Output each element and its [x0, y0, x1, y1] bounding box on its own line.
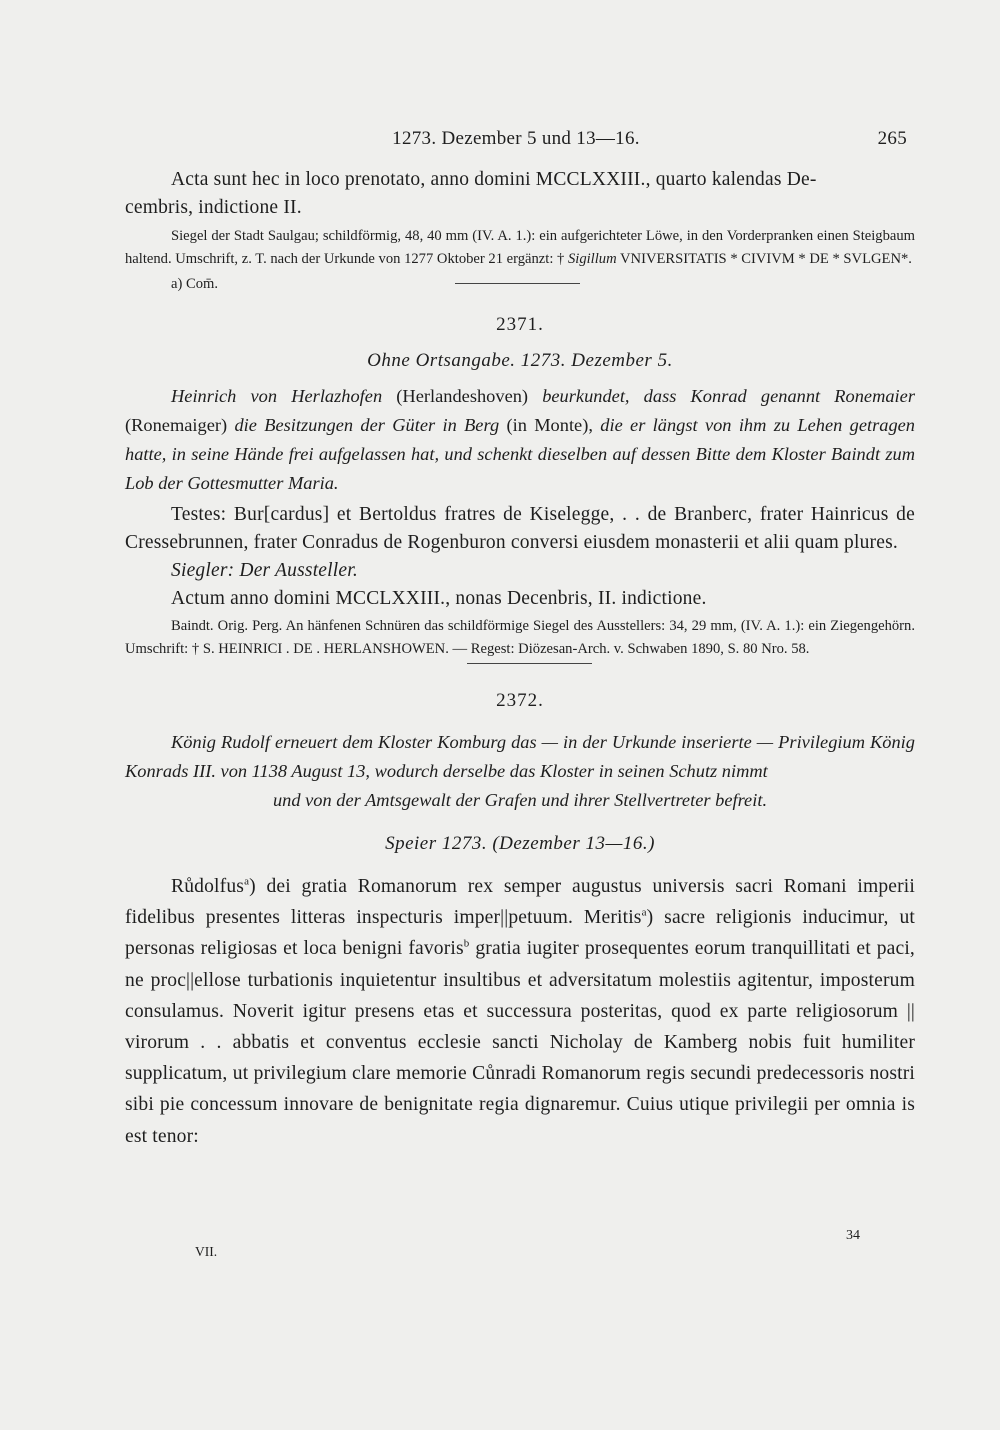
doc-number-2371: 2371. — [496, 314, 544, 335]
summary-2371-part-6: (in Monte), — [499, 415, 601, 435]
page-header — [125, 128, 907, 158]
place-date-2372: Speier 1273. (Dezember 13—16.) — [385, 833, 655, 854]
summary-2371 — [125, 382, 915, 498]
summary-2372-last: und von der Amtsgewalt der Grafen und ihrer Stellvertreter befreit. — [272, 790, 768, 810]
summary-2372: König Rudolf erneuert dem Kloster Komburg das — in der Urkunde inserierte — Privilegium König Konrads III. von 1138 August 13, wodurch derselbe das Kloster in seinen Schutz nimmt — [125, 732, 915, 781]
text-2372-b: ) dei gratia Romanorum rex semper augustus universis sacri Romani imperii fidelibus presentes litteras inspecturis imper||petuum. Meritis — [125, 876, 915, 929]
text-2372-a: Růdolfus — [171, 876, 245, 897]
seal-inscription: VNIVERSITATIS * CIVIVM * DE * SVLGEN*. — [620, 251, 912, 267]
signature-mark: VII. — [195, 1244, 218, 1259]
seal-note-text: Siegel der Stadt Saulgau; schildförmig, 48, 40 mm (IV. A. 1.): ein aufgerichteter Löwe, in den Vorderpranken einen Steigbaum haltend. Umschrift, z. T. nach der Urkunde von 1277 Oktober 21 ergänzt: † — [125, 228, 915, 267]
text-2372-d: gratia iugiter prosequentes eorum tranquillitati et paci, ne proc||ellose turbationis inquietentur insultibus et adversitatum molestiis agitentur, imposterum consulamus. Noverit igitur presens etas et successura posteritas, quod ex parte religiosorum || virorum . . abbatis et conventus ecclesie sancti Nicholay de Kamberg nobis fuit humiliter supplicatum, ut privilegium clare memorie Cůnradi Romanorum regis secundi predecessoris nostri sibi pie concessum innovare de benignitate regia dignaremur. Cuius utique privilegii per omnia is est tenor: — [125, 938, 915, 1147]
place-date-2371: Ohne Ortsangabe. 1273. Dezember 5. — [367, 350, 673, 371]
footnote: a) Com̄. — [171, 276, 219, 292]
sheet-number: 34 — [846, 1228, 860, 1243]
actum-2371: Actum anno domini MCCLXXIII., nonas Decenbris, II. indictione. — [171, 588, 707, 609]
summary-2371-part-5: die Besitzungen der Güter in Berg — [234, 415, 500, 435]
summary-2371-part-7: die er längst von ihm zu Lehen getragen hatte, in seine Hände frei aufgelassen hat, und schenkt dieselben auf dessen Bitte dem Kloster Baindt zum Lob der Gottesmutter Maria. — [125, 415, 916, 493]
page-footer — [125, 1228, 860, 1268]
seal-note — [125, 225, 915, 271]
text-2372-c: ) sacre religionis inducimur, ut personas religiosas et loca benigni favoris — [125, 907, 915, 960]
separator-2 — [467, 663, 592, 664]
summary-2371-part-3: beurkundet, dass Konrad genannt Ronemaier — [542, 386, 915, 406]
archive-note-2371: Baindt. Orig. Perg. An hänfenen Schnüren das schildförmige Siegel des Ausstellers: 34, 29 mm, (IV. A. 1.): ein Ziegengehörn. Umschrift: † S. HEINRICI . DE . HERLANSHOWEN. — Regest: Diözesan-Arch. v. Schwaben 1890, S. 80 Nro. 58. — [125, 618, 915, 657]
footnote-mark-b: b — [463, 937, 470, 950]
summary-2371-part-4: (Ronemaiger) — [125, 415, 235, 435]
closing-line-2: cembris, indictione II. — [125, 197, 302, 218]
siegler-value: Der Aussteller. — [239, 560, 358, 581]
footnote-mark-a-2: a — [641, 906, 647, 919]
running-title: 1273. Dezember 5 und 13—16. — [392, 128, 640, 149]
text-2372 — [125, 871, 915, 1152]
separator-1 — [455, 283, 580, 284]
testes-2371: Testes: Bur[cardus] et Bertoldus fratres de Kiselegge, . . de Branberc, frater Hainricus de Cressebrunnen, frater Conradus de Rogenburon conversi eiusdem monasterii et alii quam plures. — [125, 504, 915, 553]
closing-line-1: Acta sunt hec in loco prenotato, anno domini MCCLXXIII., quarto kalendas De- — [171, 169, 817, 190]
summary-2371-part-2: (Herlandeshoven) — [382, 386, 543, 406]
page-content — [125, 166, 915, 1152]
page-number: 265 — [877, 128, 907, 149]
footnote-mark-a-1: a — [244, 875, 250, 888]
siegler-2371 — [125, 557, 915, 585]
siegler-label: Siegler: — [171, 560, 235, 581]
seal-note-italic: Sigillum — [567, 251, 617, 267]
doc-number-2372: 2372. — [496, 690, 544, 711]
summary-2371-part-1: Heinrich von Herlazhofen — [171, 386, 383, 406]
